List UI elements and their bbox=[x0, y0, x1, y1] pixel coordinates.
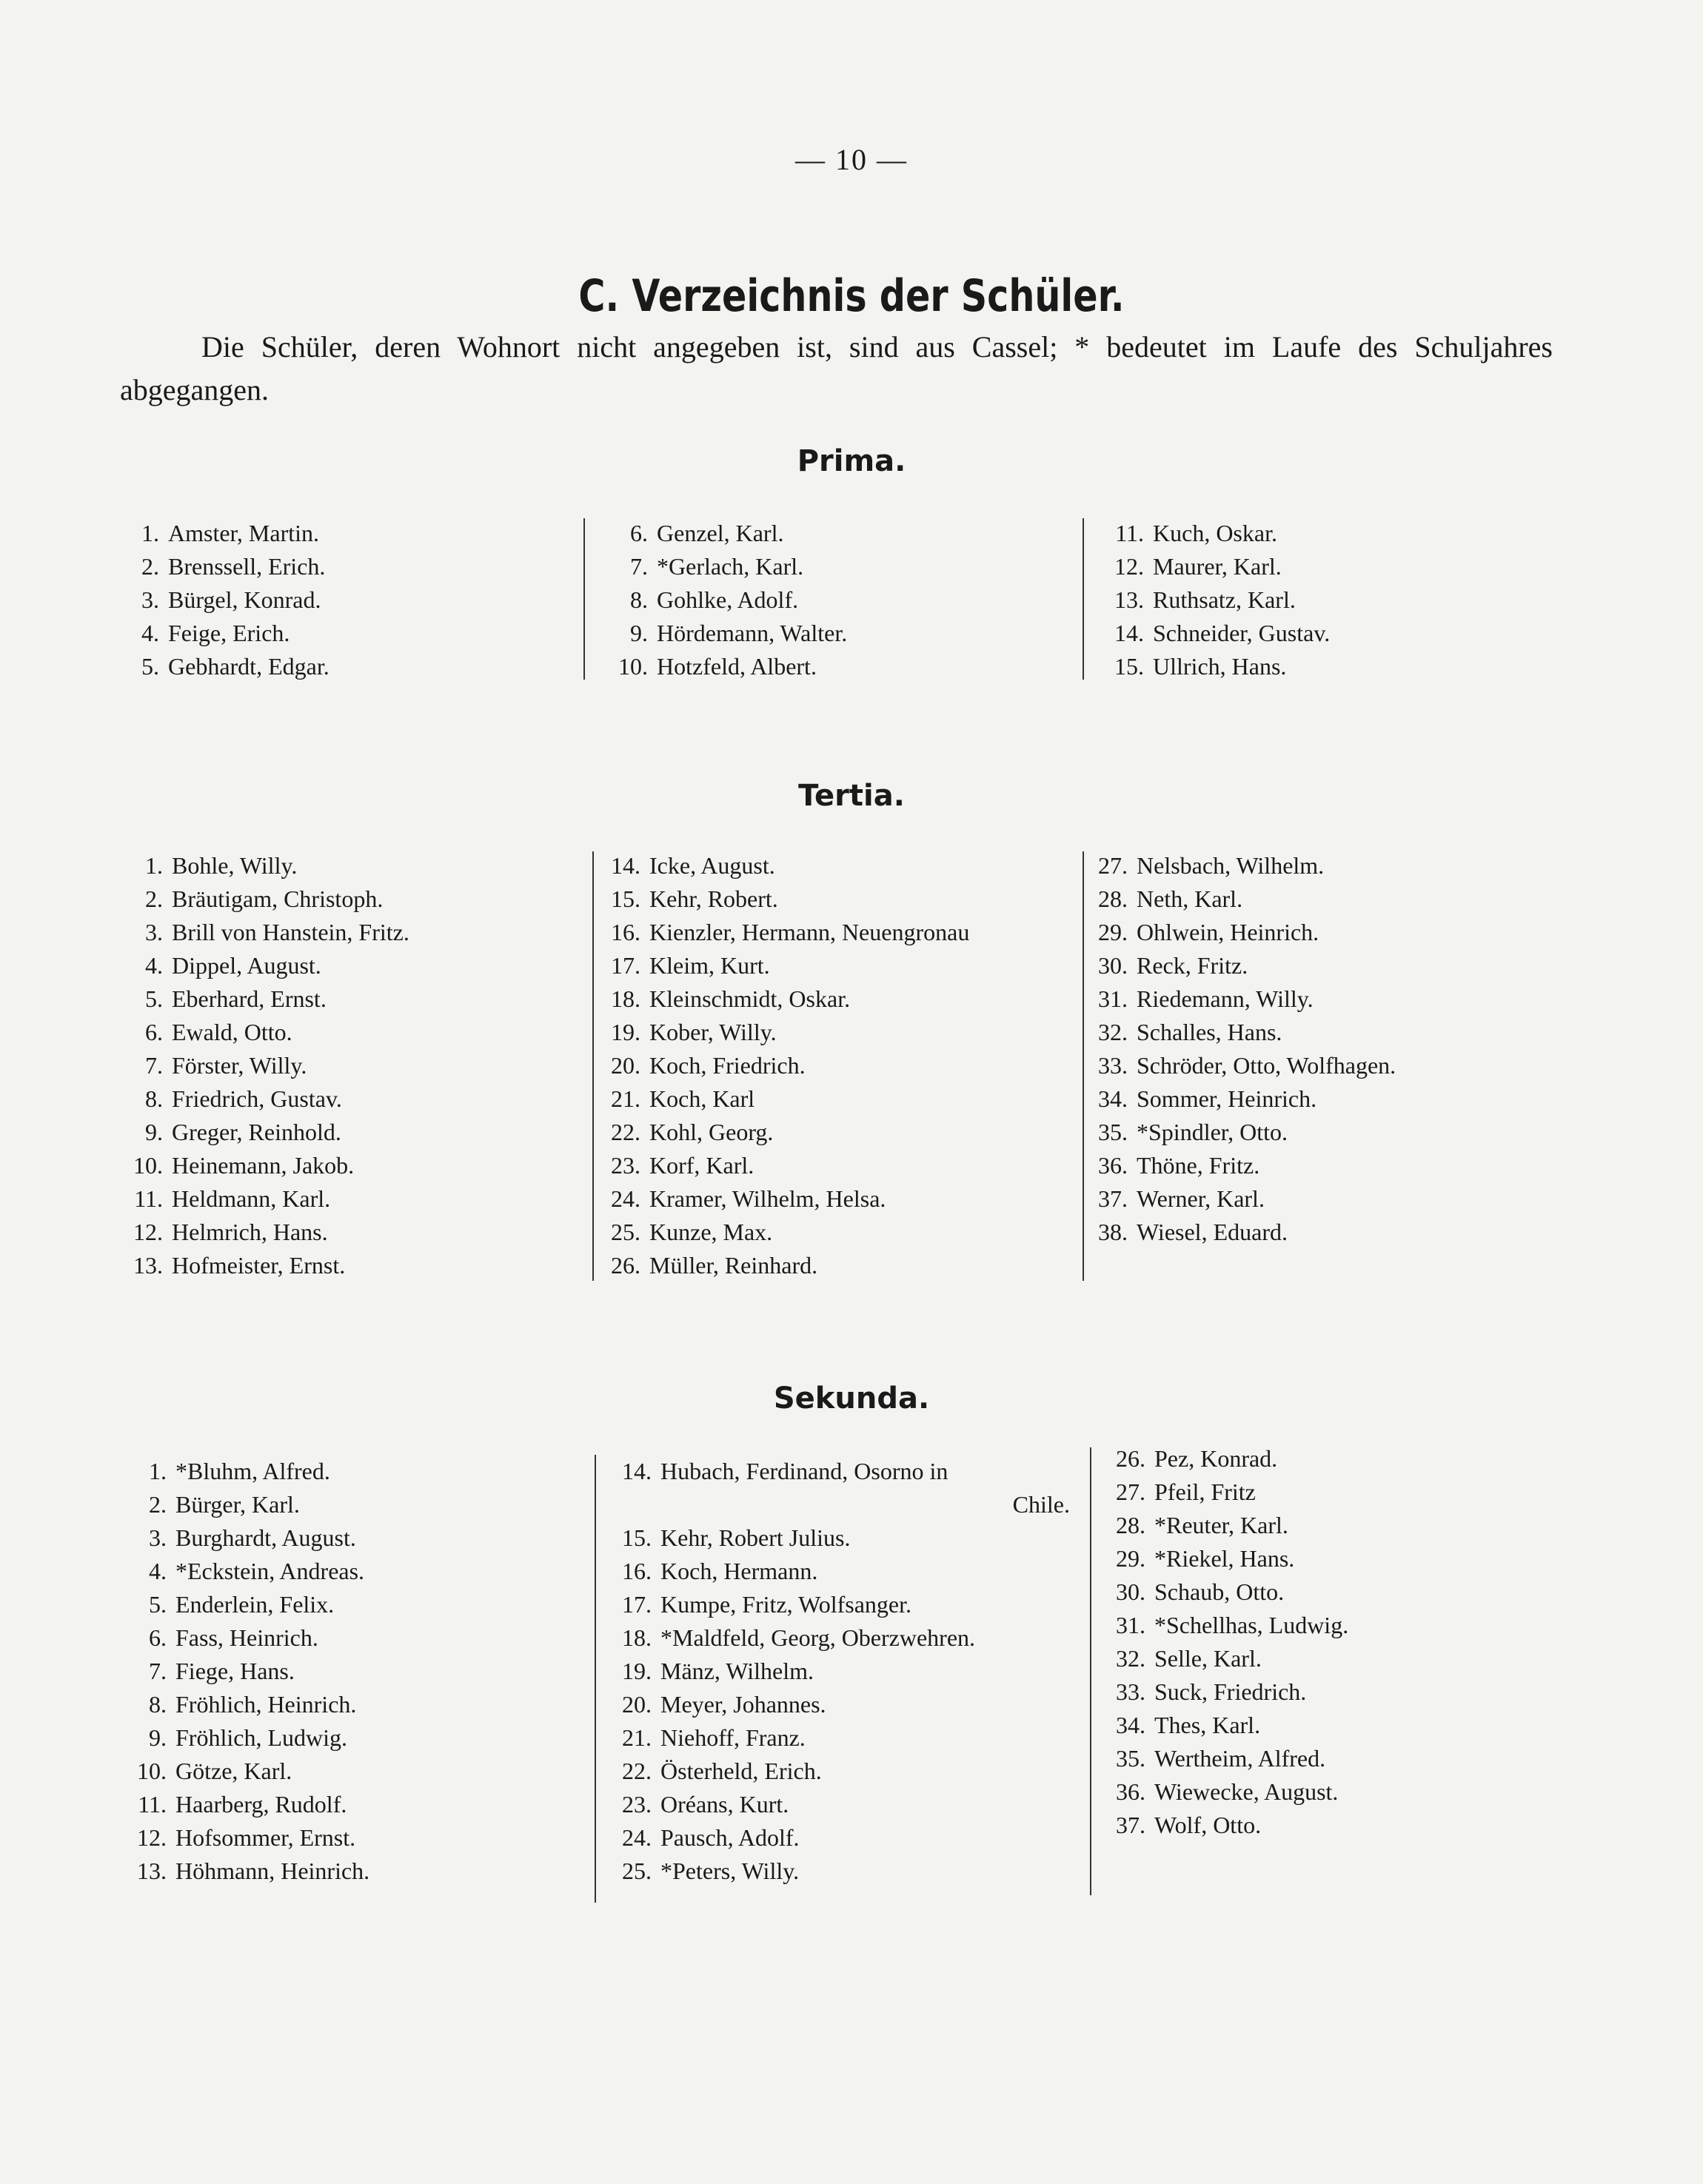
list-item bbox=[600, 1249, 1074, 1282]
student-number: 34. bbox=[1098, 1085, 1128, 1112]
list-item bbox=[607, 550, 1066, 583]
student-name: Bürgel, Konrad. bbox=[168, 586, 321, 613]
student-name: Kleim, Kurt. bbox=[649, 952, 770, 979]
section-heading-tertia: Tertia. bbox=[798, 779, 905, 813]
tertia-column-2 bbox=[600, 849, 1074, 1282]
student-name: Suck, Friedrich. bbox=[1154, 1678, 1307, 1705]
student-number: 8. bbox=[630, 586, 648, 613]
list-item bbox=[600, 1182, 1074, 1216]
student-number: 10. bbox=[137, 1758, 167, 1784]
list-item bbox=[1105, 1809, 1564, 1842]
list-item bbox=[1087, 849, 1561, 882]
student-name: Heldmann, Karl. bbox=[172, 1185, 331, 1212]
student-name: Ullrich, Hans. bbox=[1153, 653, 1287, 680]
student-name: Kuch, Oskar. bbox=[1153, 520, 1277, 546]
list-item bbox=[611, 1755, 1077, 1788]
list-item bbox=[607, 650, 1066, 683]
student-name: Koch, Karl bbox=[649, 1085, 755, 1112]
student-number: 33. bbox=[1116, 1678, 1145, 1705]
student-name: Hördemann, Walter. bbox=[657, 620, 848, 646]
list-item bbox=[600, 1049, 1074, 1082]
student-number: 31. bbox=[1098, 985, 1128, 1012]
list-item bbox=[126, 1855, 585, 1888]
student-name: Icke, August. bbox=[649, 852, 775, 879]
student-number: 7. bbox=[145, 1052, 163, 1079]
student-number: 7. bbox=[149, 1658, 167, 1684]
student-name: Bräutigam, Christoph. bbox=[172, 885, 384, 912]
list-item bbox=[607, 617, 1066, 650]
student-number: 6. bbox=[145, 1019, 163, 1045]
student-number: 11. bbox=[134, 1185, 163, 1212]
list-item bbox=[1105, 1442, 1564, 1475]
tertia-column-3 bbox=[1087, 849, 1561, 1249]
student-number: 25. bbox=[622, 1858, 652, 1884]
student-name: Pez, Konrad. bbox=[1154, 1445, 1278, 1472]
student-name: Bohle, Willy. bbox=[172, 852, 298, 879]
student-number: 22. bbox=[611, 1119, 640, 1145]
student-name: Nelsbach, Wilhelm. bbox=[1137, 852, 1325, 879]
student-number: 23. bbox=[622, 1791, 652, 1818]
student-number: 27. bbox=[1116, 1478, 1145, 1505]
student-name: Müller, Reinhard. bbox=[649, 1252, 818, 1279]
list-item bbox=[611, 1855, 1077, 1888]
student-number: 37. bbox=[1098, 1185, 1128, 1212]
list-item bbox=[600, 1016, 1074, 1049]
student-number: 33. bbox=[1098, 1052, 1128, 1079]
student-name: Werner, Karl. bbox=[1137, 1185, 1265, 1212]
sekunda-column-1 bbox=[126, 1455, 585, 1888]
student-name: Reck, Fritz. bbox=[1137, 952, 1248, 979]
student-number: 6. bbox=[630, 520, 648, 546]
student-name: Schalles, Hans. bbox=[1137, 1019, 1282, 1045]
list-item bbox=[122, 1182, 581, 1216]
list-item bbox=[611, 1621, 1077, 1655]
list-item bbox=[600, 982, 1074, 1016]
student-number: 24. bbox=[622, 1824, 652, 1851]
student-name: Kienzler, Hermann, Neuengronau bbox=[649, 919, 970, 945]
student-number: 26. bbox=[611, 1252, 640, 1279]
student-name: Dippel, August. bbox=[172, 952, 321, 979]
list-item bbox=[122, 916, 581, 949]
student-name: Wiewecke, August. bbox=[1154, 1778, 1339, 1805]
student-number: 2. bbox=[149, 1491, 167, 1518]
list-item bbox=[126, 1521, 585, 1555]
list-item bbox=[1105, 1742, 1564, 1775]
student-name: Pausch, Adolf. bbox=[660, 1824, 800, 1851]
student-number: 20. bbox=[622, 1691, 652, 1718]
student-number: 18. bbox=[611, 985, 640, 1012]
student-name: Selle, Karl. bbox=[1154, 1645, 1262, 1672]
page-title: C. Verzeichnis der Schüler. bbox=[578, 270, 1125, 322]
student-number: 3. bbox=[141, 586, 159, 613]
student-number: 9. bbox=[149, 1724, 167, 1751]
student-name: Fröhlich, Ludwig. bbox=[175, 1724, 347, 1751]
student-name: Hofsommer, Ernst. bbox=[175, 1824, 356, 1851]
student-name: Kober, Willy. bbox=[649, 1019, 777, 1045]
list-item bbox=[126, 1788, 585, 1821]
student-number: 24. bbox=[611, 1185, 640, 1212]
list-item bbox=[611, 1821, 1077, 1855]
student-name: *Gerlach, Karl. bbox=[657, 553, 804, 580]
list-item bbox=[600, 916, 1074, 949]
list-item bbox=[126, 1588, 585, 1621]
student-name: Fass, Heinrich. bbox=[175, 1624, 318, 1651]
student-number: 29. bbox=[1116, 1545, 1145, 1572]
student-name: Brenssell, Erich. bbox=[168, 553, 326, 580]
list-item bbox=[611, 1655, 1077, 1688]
student-number: 28. bbox=[1116, 1512, 1145, 1538]
student-name: *Bluhm, Alfred. bbox=[175, 1458, 330, 1484]
student-name: Kehr, Robert Julius. bbox=[660, 1524, 851, 1551]
list-item bbox=[600, 1116, 1074, 1149]
student-name: Götze, Karl. bbox=[175, 1758, 292, 1784]
list-item bbox=[600, 882, 1074, 916]
list-item bbox=[126, 1821, 585, 1855]
student-number: 13. bbox=[1114, 586, 1144, 613]
student-name: Oréans, Kurt. bbox=[660, 1791, 789, 1818]
student-number: 25. bbox=[611, 1219, 640, 1245]
list-item bbox=[126, 1621, 585, 1655]
list-item bbox=[1087, 1182, 1561, 1216]
student-number: 4. bbox=[149, 1558, 167, 1584]
student-name: Sommer, Heinrich. bbox=[1137, 1085, 1317, 1112]
list-item bbox=[611, 1788, 1077, 1821]
student-number: 34. bbox=[1116, 1712, 1145, 1738]
column-divider bbox=[1083, 518, 1084, 680]
list-item bbox=[118, 650, 563, 683]
list-item bbox=[122, 1049, 581, 1082]
student-number: 11. bbox=[1115, 520, 1144, 546]
list-item bbox=[122, 1116, 581, 1149]
student-number: 15. bbox=[622, 1524, 652, 1551]
list-item bbox=[118, 583, 563, 617]
list-item bbox=[1087, 1016, 1561, 1049]
student-number: 14. bbox=[611, 852, 640, 879]
column-divider bbox=[583, 518, 585, 680]
student-number: 12. bbox=[133, 1219, 163, 1245]
list-item bbox=[1105, 1475, 1564, 1509]
student-number: 4. bbox=[141, 620, 159, 646]
list-item bbox=[1103, 550, 1562, 583]
student-name: Kehr, Robert. bbox=[649, 885, 778, 912]
student-number: 20. bbox=[611, 1052, 640, 1079]
prima-column-3 bbox=[1103, 517, 1562, 683]
student-name: Kunze, Max. bbox=[649, 1219, 773, 1245]
list-item bbox=[600, 1082, 1074, 1116]
student-number: 8. bbox=[145, 1085, 163, 1112]
student-name: Ewald, Otto. bbox=[172, 1019, 292, 1045]
student-number: 1. bbox=[145, 852, 163, 879]
student-name: Kleinschmidt, Oskar. bbox=[649, 985, 851, 1012]
student-number: 14. bbox=[622, 1458, 652, 1484]
student-name: Wiesel, Eduard. bbox=[1137, 1219, 1288, 1245]
student-name: Österheld, Erich. bbox=[660, 1758, 822, 1784]
column-divider bbox=[1083, 851, 1084, 1281]
student-name: Meyer, Johannes. bbox=[660, 1691, 826, 1718]
student-name: Förster, Willy. bbox=[172, 1052, 307, 1079]
student-number: 21. bbox=[622, 1724, 652, 1751]
list-item bbox=[126, 1755, 585, 1788]
student-number: 30. bbox=[1098, 952, 1128, 979]
list-item bbox=[1087, 1149, 1561, 1182]
student-number: 35. bbox=[1116, 1745, 1145, 1772]
student-number: 26. bbox=[1116, 1445, 1145, 1472]
list-item bbox=[1105, 1509, 1564, 1542]
student-number: 15. bbox=[611, 885, 640, 912]
student-number: 35. bbox=[1098, 1119, 1128, 1145]
student-number: 4. bbox=[145, 952, 163, 979]
student-name: Schaub, Otto. bbox=[1154, 1578, 1285, 1605]
list-item bbox=[1087, 949, 1561, 982]
student-number: 6. bbox=[149, 1624, 167, 1651]
list-item bbox=[1087, 1216, 1561, 1249]
student-name: Fiege, Hans. bbox=[175, 1658, 295, 1684]
student-number: 38. bbox=[1098, 1219, 1128, 1245]
student-number: 29. bbox=[1098, 919, 1128, 945]
student-number: 13. bbox=[137, 1858, 167, 1884]
student-name: Hotzfeld, Albert. bbox=[657, 653, 817, 680]
student-number: 3. bbox=[145, 919, 163, 945]
student-name: Wertheim, Alfred. bbox=[1154, 1745, 1326, 1772]
list-item bbox=[122, 1249, 581, 1282]
list-item bbox=[122, 1216, 581, 1249]
student-name: Ruthsatz, Karl. bbox=[1153, 586, 1296, 613]
list-item bbox=[118, 617, 563, 650]
page-number: — 10 — bbox=[795, 143, 908, 176]
student-number: 28. bbox=[1098, 885, 1128, 912]
list-item bbox=[1105, 1675, 1564, 1709]
student-number: 36. bbox=[1098, 1152, 1128, 1179]
student-name: Niehoff, Franz. bbox=[660, 1724, 806, 1751]
student-number: 36. bbox=[1116, 1778, 1145, 1805]
student-name: *Reuter, Karl. bbox=[1154, 1512, 1288, 1538]
list-item bbox=[611, 1721, 1077, 1755]
student-name: Höhmann, Heinrich. bbox=[175, 1858, 370, 1884]
student-number: 15. bbox=[1114, 653, 1144, 680]
student-name: Genzel, Karl. bbox=[657, 520, 784, 546]
student-name: Chile. bbox=[1012, 1491, 1070, 1518]
student-name: Koch, Friedrich. bbox=[649, 1052, 806, 1079]
student-name: *Maldfeld, Georg, Oberzwehren. bbox=[660, 1624, 976, 1651]
student-name: Gebhardt, Edgar. bbox=[168, 653, 329, 680]
student-name: Schröder, Otto, Wolfhagen. bbox=[1137, 1052, 1396, 1079]
student-number: 12. bbox=[137, 1824, 167, 1851]
student-number: 9. bbox=[145, 1119, 163, 1145]
list-item bbox=[600, 1216, 1074, 1249]
student-number: 27. bbox=[1098, 852, 1128, 879]
list-item bbox=[1105, 1642, 1564, 1675]
list-item bbox=[126, 1688, 585, 1721]
student-name: Burghardt, August. bbox=[175, 1524, 356, 1551]
list-item bbox=[1105, 1575, 1564, 1609]
student-name: Fröhlich, Heinrich. bbox=[175, 1691, 357, 1718]
student-name: Thöne, Fritz. bbox=[1137, 1152, 1260, 1179]
list-item bbox=[1087, 982, 1561, 1016]
student-number: 1. bbox=[141, 520, 159, 546]
student-number: 13. bbox=[133, 1252, 163, 1279]
student-name: Koch, Hermann. bbox=[660, 1558, 818, 1584]
student-number: 22. bbox=[622, 1758, 652, 1784]
student-number: 16. bbox=[611, 919, 640, 945]
student-name: Greger, Reinhold. bbox=[172, 1119, 341, 1145]
list-item bbox=[122, 882, 581, 916]
list-item bbox=[1087, 1049, 1561, 1082]
student-name: Brill von Hanstein, Fritz. bbox=[172, 919, 409, 945]
list-item bbox=[600, 1149, 1074, 1182]
list-item bbox=[1087, 916, 1561, 949]
student-number: 14. bbox=[1114, 620, 1144, 646]
student-name: Eberhard, Ernst. bbox=[172, 985, 327, 1012]
student-name: Helmrich, Hans. bbox=[172, 1219, 328, 1245]
list-item bbox=[600, 949, 1074, 982]
list-item bbox=[1087, 1116, 1561, 1149]
list-item bbox=[126, 1488, 585, 1521]
list-item bbox=[126, 1455, 585, 1488]
list-item bbox=[1103, 650, 1562, 683]
student-name: Friedrich, Gustav. bbox=[172, 1085, 342, 1112]
list-item bbox=[611, 1455, 1077, 1488]
prima-column-2 bbox=[607, 517, 1066, 683]
list-item bbox=[1105, 1775, 1564, 1809]
student-number: 9. bbox=[630, 620, 648, 646]
list-item bbox=[1087, 882, 1561, 916]
list-item bbox=[607, 517, 1066, 550]
list-item bbox=[607, 583, 1066, 617]
student-name: Enderlein, Felix. bbox=[175, 1591, 335, 1618]
column-divider bbox=[592, 851, 594, 1281]
student-number: 31. bbox=[1116, 1612, 1145, 1638]
list-item bbox=[1105, 1609, 1564, 1642]
student-number: 2. bbox=[141, 553, 159, 580]
prima-column-1 bbox=[118, 517, 563, 683]
student-number: 8. bbox=[149, 1691, 167, 1718]
student-number: 17. bbox=[622, 1591, 652, 1618]
student-name: Heinemann, Jakob. bbox=[172, 1152, 355, 1179]
list-item bbox=[1103, 517, 1562, 550]
student-name: *Spindler, Otto. bbox=[1137, 1119, 1288, 1145]
section-heading-prima: Prima. bbox=[797, 444, 906, 478]
student-name: Bürger, Karl. bbox=[175, 1491, 300, 1518]
student-name: Haarberg, Rudolf. bbox=[175, 1791, 347, 1818]
student-name: *Schellhas, Ludwig. bbox=[1154, 1612, 1349, 1638]
list-item bbox=[611, 1555, 1077, 1588]
student-number: 12. bbox=[1114, 553, 1144, 580]
student-number: 32. bbox=[1116, 1645, 1145, 1672]
student-name: *Riekel, Hans. bbox=[1154, 1545, 1295, 1572]
list-item bbox=[126, 1721, 585, 1755]
list-item bbox=[1103, 583, 1562, 617]
student-name: Hofmeister, Ernst. bbox=[172, 1252, 346, 1279]
student-number: 10. bbox=[133, 1152, 163, 1179]
list-item bbox=[122, 849, 581, 882]
list-item bbox=[611, 1488, 1077, 1521]
student-name: Ohlwein, Heinrich. bbox=[1137, 919, 1319, 945]
student-number: 16. bbox=[622, 1558, 652, 1584]
list-item bbox=[126, 1555, 585, 1588]
student-number: 3. bbox=[149, 1524, 167, 1551]
student-name: Gohlke, Adolf. bbox=[657, 586, 799, 613]
student-name: Wolf, Otto. bbox=[1154, 1812, 1262, 1838]
list-item bbox=[611, 1588, 1077, 1621]
list-item bbox=[122, 949, 581, 982]
student-name: Kumpe, Fritz, Wolfsanger. bbox=[660, 1591, 911, 1618]
intro-paragraph: Die Schüler, deren Wohnort nicht angegeben ist, sind aus Cassel; * bedeutet im Laufe des Schuljahres abgegangen. bbox=[120, 330, 1553, 406]
student-name: Amster, Martin. bbox=[168, 520, 320, 546]
student-name: *Peters, Willy. bbox=[660, 1858, 800, 1884]
student-number: 18. bbox=[622, 1624, 652, 1651]
student-number: 1. bbox=[149, 1458, 167, 1484]
student-number: 7. bbox=[630, 553, 648, 580]
student-name: Thes, Karl. bbox=[1154, 1712, 1261, 1738]
section-heading-sekunda: Sekunda. bbox=[773, 1381, 930, 1416]
list-item bbox=[118, 550, 563, 583]
student-name: Kramer, Wilhelm, Helsa. bbox=[649, 1185, 886, 1212]
list-item bbox=[1087, 1082, 1561, 1116]
student-name: *Eckstein, Andreas. bbox=[175, 1558, 365, 1584]
student-number: 32. bbox=[1098, 1019, 1128, 1045]
student-number: 2. bbox=[145, 885, 163, 912]
student-number: 5. bbox=[149, 1591, 167, 1618]
student-number: 17. bbox=[611, 952, 640, 979]
list-item bbox=[1105, 1542, 1564, 1575]
student-number: 23. bbox=[611, 1152, 640, 1179]
list-item bbox=[1103, 617, 1562, 650]
column-divider bbox=[1090, 1447, 1091, 1895]
student-number: 19. bbox=[611, 1019, 640, 1045]
sekunda-column-2 bbox=[611, 1455, 1077, 1888]
student-name: Hubach, Ferdinand, Osorno in bbox=[660, 1458, 948, 1484]
list-item bbox=[600, 849, 1074, 882]
list-item bbox=[1105, 1709, 1564, 1742]
column-divider bbox=[595, 1455, 596, 1903]
tertia-column-1 bbox=[122, 849, 581, 1282]
list-item bbox=[122, 982, 581, 1016]
student-name: Kohl, Georg. bbox=[649, 1119, 774, 1145]
student-name: Mänz, Wilhelm. bbox=[660, 1658, 814, 1684]
list-item bbox=[122, 1016, 581, 1049]
list-item bbox=[122, 1082, 581, 1116]
student-name: Feige, Erich. bbox=[168, 620, 290, 646]
list-item bbox=[126, 1655, 585, 1688]
student-number: 37. bbox=[1116, 1812, 1145, 1838]
student-number: 21. bbox=[611, 1085, 640, 1112]
list-item bbox=[611, 1521, 1077, 1555]
student-name: Korf, Karl. bbox=[649, 1152, 755, 1179]
student-number: 30. bbox=[1116, 1578, 1145, 1605]
student-number: 5. bbox=[145, 985, 163, 1012]
student-name: Schneider, Gustav. bbox=[1153, 620, 1331, 646]
list-item bbox=[118, 517, 563, 550]
student-number: 11. bbox=[138, 1791, 167, 1818]
student-name: Maurer, Karl. bbox=[1153, 553, 1282, 580]
student-number: 19. bbox=[622, 1658, 652, 1684]
student-number: 10. bbox=[618, 653, 648, 680]
student-name: Pfeil, Fritz bbox=[1154, 1478, 1256, 1505]
student-name: Neth, Karl. bbox=[1137, 885, 1243, 912]
sekunda-column-3 bbox=[1105, 1442, 1564, 1842]
list-item bbox=[122, 1149, 581, 1182]
student-name: Riedemann, Willy. bbox=[1137, 985, 1314, 1012]
student-number: 5. bbox=[141, 653, 159, 680]
list-item bbox=[611, 1688, 1077, 1721]
